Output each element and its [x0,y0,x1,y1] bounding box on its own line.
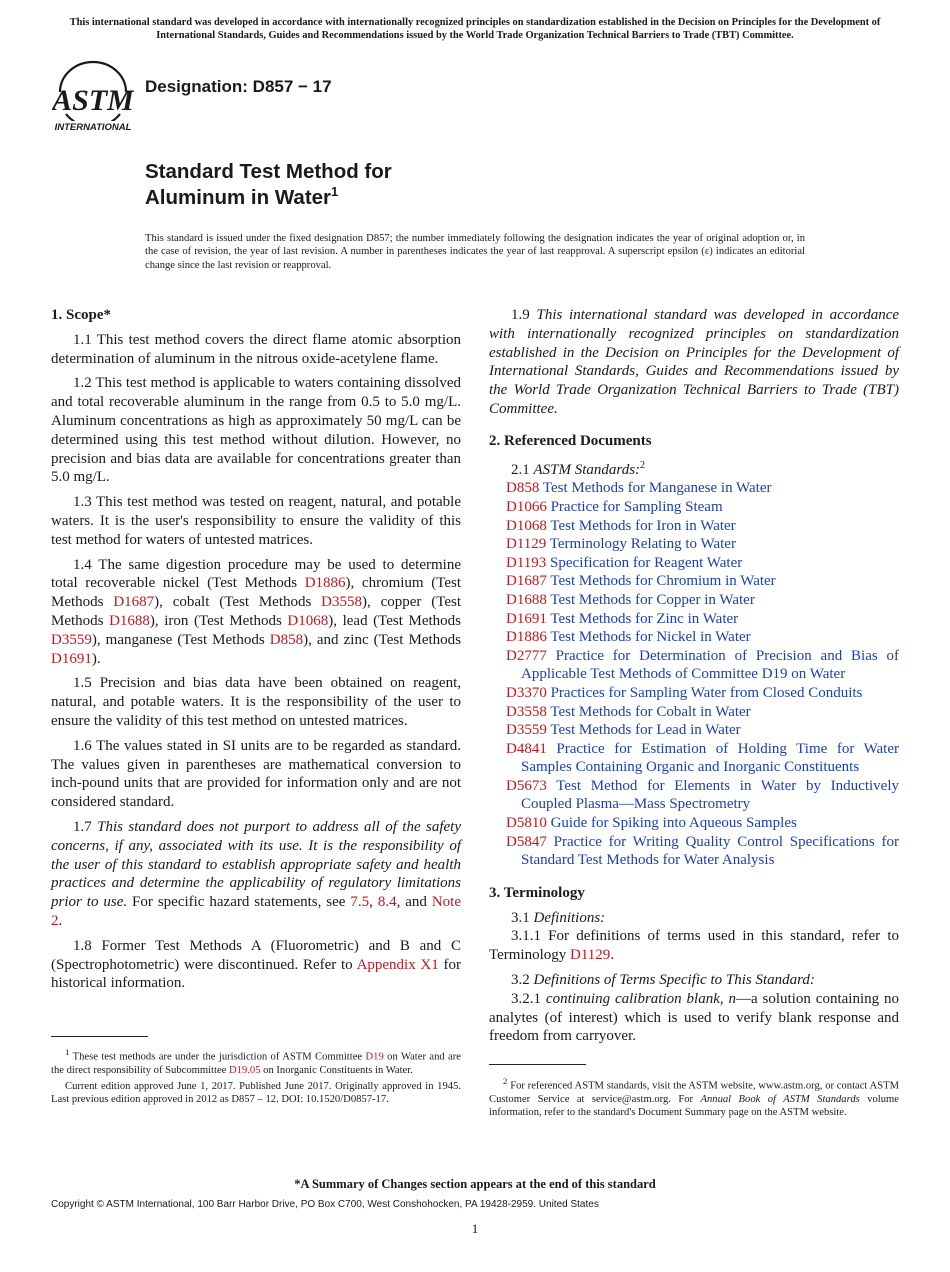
footnote-1-edition: Current edition approved June 1, 2017. Published June 2017. Originally approved in 1945. Last previous edition approved in 2012 as D857 – 12. DOI: 10.1520/D0857-17. [51,1081,461,1106]
ref-item[interactable]: D1688 Test Methods for Copper in Water [506,591,755,608]
link-d19-05[interactable]: D19.05 [229,1064,261,1076]
link-d1688[interactable]: D1688 [109,612,150,629]
refdocs-heading: 2. Referenced Documents [489,432,652,449]
ref-item[interactable]: D1066 Practice for Sampling Steam [506,498,723,515]
refdocs-footnote-ref[interactable]: 2 [640,459,646,471]
link-d3558[interactable]: D3558 [321,594,362,611]
ref-item[interactable]: D1687 Test Methods for Chromium in Water [506,573,776,590]
link-d1129[interactable]: D1129 [570,947,611,964]
link-appendix-x1[interactable]: Appendix X1 [356,956,439,973]
footnote-rule-left [51,1036,148,1037]
reference-list [489,479,899,869]
footnote-1-text: $^1$ These test methods are under the jurisdiction of ASTM Committee D19 on Water and are the direct responsibility of Subcommittee D19.05 on Inorganic Constituents in Water. [51,1047,461,1076]
astm-logo-letters: ASTM [52,84,134,117]
terminology-heading: 3. Terminology [489,884,585,901]
ref-item[interactable]: D3559 Test Methods for Lead in Water [506,722,741,739]
top-notice: This international standard was developed in accordance with internationally recognized principles on standardization established in the Decision on Principles for the Development of International Standards, Guides and Recommendations issued by the World Trade Organization Technical Barriers to Trade (TBT) Committee. [69,17,881,41]
refdocs-subheading: 2.1 ASTM Standards:$^2$ [511,459,646,478]
scope-heading: 1. Scope* [51,307,111,323]
scope-1-7: 1.7 This standard does not purport to address all of the safety concerns, if any, associated with its use. It is the responsibility of the user of this standard to establish appropriate safety and health practices and determine the applicability of regulatory limitations prior to use. For specific hazard statements, see 7.5, 8.4, and Note 2. [51,818,462,929]
scope-1-6: 1.6 The values stated in SI units are to be regarded as standard. The values given in parentheses are mathematical conversion to inch-pound units that are provided for information only and are not considered standard. [51,737,461,811]
designation: Designation: D857 − 17 [145,77,332,96]
ref-item[interactable]: D5673 Test Method for Elements in Water by Inductively Coupled Plasma—Mass Spectrometry [506,777,899,813]
link-d1691[interactable]: D1691 [51,650,92,667]
footnote-rule-right [489,1064,586,1065]
link-d1068[interactable]: D1068 [287,612,329,629]
astm-logo-org: INTERNATIONAL [54,122,132,132]
link-7-5[interactable]: 7.5 [350,894,370,911]
link-d19[interactable]: D19 [365,1051,384,1063]
ref-item[interactable]: D4841 Practice for Estimation of Holding Time for Water Samples Containing Organic and Inorganic Constituents [506,740,900,776]
scope-1-1: 1.1 This test method covers the direct flame atomic absorption determination of aluminum in the nitrous oxide-acetylene flame. [51,331,461,367]
link-note-2[interactable]: Note 2 [51,894,462,929]
scope-1-9: 1.9 This international standard was developed in accordance with internationally recognized principles on standardization established in the Decision on Principles for the Development of International Standards, Guides and Recommendations issued by the World Trade Organization Technical Barriers to Trade (TBT) Committee. [489,307,900,417]
ref-item[interactable]: D3558 Test Methods for Cobalt in Water [506,703,751,720]
link-d3559[interactable]: D3559 [51,631,92,648]
footnote-2-text: $^2$ For referenced ASTM standards, visit the ASTM website, www.astm.org, or contact ASTM Customer Service at service@astm.org. For Annual Book of ASTM Standards volume information, refer to the standard's Document Summary page on the ASTM website. [489,1076,899,1119]
link-d858[interactable]: D858 [269,631,304,648]
summary-notice: *A Summary of Changes section appears at the end of this standard [294,1177,656,1191]
title-line-2-text: Aluminum in Water [145,186,332,209]
ref-item[interactable]: D1193 Specification for Reagent Water [506,554,743,571]
ref-item[interactable]: D1129 Terminology Relating to Water [506,536,736,553]
scope-1-2: 1.2 This test method is applicable to waters containing dissolved and total recoverable aluminum in the range from 0.5 to 5.0 mg/L. Aluminum concentrations as high as approximately 50 mg/L can be determined using this test method without dilution. However, no precision and bias data are available for concentrations greater than 5.0 mg/L. [51,375,461,486]
scope-1-5: 1.5 Precision and bias data have been obtained on reagent, natural, and potable waters. It is the responsibility of the user to ensure the validity of this test method on untested matrices. [51,675,461,729]
link-8-4[interactable]: 8.4 [377,894,397,911]
astm-logo [52,58,134,132]
page-number: 1 [471,1221,479,1236]
title-footnote-ref[interactable]: 1 [331,184,339,199]
ref-item[interactable]: D858 Test Methods for Manganese in Water [506,480,772,497]
ref-item[interactable]: D5810 Guide for Spiking into Aqueous Samples [506,815,797,832]
footnote-2 [489,1075,899,1122]
scope-1-3: 1.3 This test method was tested on reagent, natural, and potable waters. It is the user's responsibility to ensure the validity of this test method for waters of untested matrices. [51,494,461,548]
title-line-1: Standard Test Method for [145,160,392,183]
title-line-2 [145,185,392,211]
left-column [51,306,461,999]
copyright: Copyright © ASTM International, 100 Barr Harbor Drive, PO Box C700, West Conshohocken, PA 19428-2959. United States [51,1199,599,1210]
footnote-1 [51,1046,461,1110]
ref-item[interactable]: D1068 Test Methods for Iron in Water [506,517,736,534]
ref-item[interactable]: D1886 Test Methods for Nickel in Water [506,629,751,646]
scope-1-8: 1.8 Former Test Methods A (Fluorometric) and B and C (Spectrophotometric) were discontinued. Refer to Appendix X1 for historical information. [51,937,461,992]
terminology-3-1: 3.1 Definitions: [511,909,606,926]
right-column [489,306,899,1052]
ref-item[interactable]: D5847 Practice for Writing Quality Control Specifications for Standard Test Methods for Water Analysis [506,833,900,869]
document-title [145,159,392,211]
terminology-3-1-1: 3.1.1 For definitions of terms used in this standard, refer to Terminology D1129. [489,928,899,964]
scope-1-4: 1.4 The same digestion procedure may be used to determine total recoverable nickel (Test Methods D1886), chromium (Test Methods D1687), cobalt (Test Methods D3558), copper (Test Methods D1688), iron (Test Methods D1068), lead (Test Methods D3559), manganese (Test Methods D858), and zinc (Test Methods D1691). [51,556,461,667]
link-d1886[interactable]: D1886 [304,575,346,592]
link-d1687[interactable]: D1687 [113,594,155,611]
ref-item[interactable]: D3370 Practices for Sampling Water from Closed Conduits [506,684,863,701]
ref-item[interactable]: D2777 Practice for Determination of Precision and Bias of Applicable Test Methods of Committee D19 on Water [506,647,899,683]
issuance-statement: This standard is issued under the fixed designation D857; the number immediately following the designation indicates the year of original adoption or, in the case of revision, the year of last revision. A number in parentheses indicates the year of last reapproval. A superscript epsilon (ε) indicates an editorial change since the last revision or reapproval. [145,233,805,271]
ref-item[interactable]: D1691 Test Methods for Zinc in Water [506,610,739,627]
terminology-3-2: 3.2 Definitions of Terms Specific to This Standard: [511,972,815,989]
terminology-3-2-1: 3.2.1 continuing calibration blank, n—a solution containing no analytes (of interest) which is used to verify blank response and freedom from carryover. [489,990,900,1045]
